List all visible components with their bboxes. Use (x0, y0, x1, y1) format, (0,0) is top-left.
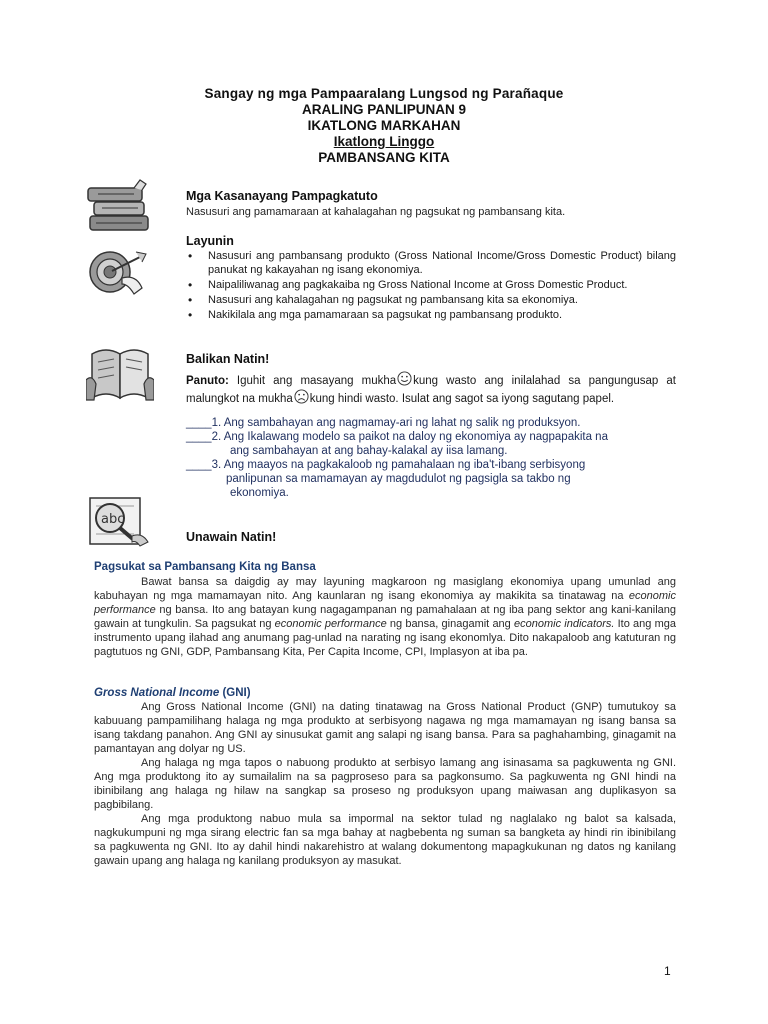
review-item-3-line3: ekonomiya. (230, 487, 289, 499)
magnifier-icon (84, 492, 154, 548)
instructions-label: Panuto: (186, 375, 229, 387)
objectives-title: Layunin (186, 234, 234, 248)
document-header (0, 86, 768, 166)
section2-title-rest: (GNI) (219, 687, 251, 699)
week-title: Ikatlong Linggo (333, 134, 435, 149)
review-title: Balikan Natin! (186, 352, 270, 366)
instructions-text-c: kung hindi wasto. Isulat ang sagot sa iyong sagutang papel. (309, 393, 615, 405)
section1-text-d: Ito ang mga instrumento upang ilahad ang anumang pag-unlad na narating ng isang ekonomlya. Dito nakapaloob ang katuturan ng pagtutuos ng GNI, GDP, Pambansang Kita, Per Capita Income, CPI, Implasyon at iba pa. (94, 618, 676, 658)
list-item: • Naipaliliwanag ang pagkakaiba ng Gross National Income at Gross Domestic Product. (186, 278, 676, 292)
section2-title-em: Gross National Income (94, 687, 220, 699)
competency-title: Mga Kasanayang Pampagkatuto (186, 189, 378, 203)
section1-em-3: economic indicators. (514, 618, 615, 630)
reading-icon (86, 340, 154, 404)
section1-text-c: ng bansa, ginagamit ang (386, 618, 514, 630)
review-item-2 (186, 430, 676, 458)
review-item-3-line2: panlipunan sa mamamayan ay magdudulot ng pagsigla sa takbo ng (226, 473, 571, 485)
page-number: 1 (664, 964, 671, 978)
list-item: • Nakikilala ang mga pamamaraan sa pagsukat ng pambansang produkto. (186, 308, 676, 322)
section2-p3-text: Ang mga produktong nabuo mula sa impormal na sektor tulad ng naglalako ng balot sa kalsada, nagkukumpuni ng mga sirang electric fan sa mga bahay at nagbebenta ng suman sa bangketa ay hindi rin ibinibilang sa pagkuwenta ng GNI. Ito ay dahil hindi nakarehistro at walang dokumentong mapagkukunan ng datos ng kanilang gawain upang ang halaga ng kanilang produksyon ay masukat. (94, 813, 676, 867)
section2-paragraph-1 (94, 700, 676, 756)
review-items (186, 416, 676, 500)
list-item: • Nasusuri ang kahalagahan ng pagsukat ng pambansang kita sa ekonomiya. (186, 293, 676, 307)
books-icon (84, 178, 154, 234)
list-item: • Nasusuri ang pambansang produkto (Gross National Income/Gross Domestic Product) bilang panukat ng kakayahan ng isang ekonomiya. (186, 249, 676, 277)
review-item-2-line1: ____2. Ang Ikalawang modelo sa paikot na daloy ng ekonomiya ay nagpapakita na (186, 431, 608, 443)
sad-face-icon (294, 389, 309, 404)
review-item-3 (186, 458, 676, 500)
topic-title: PAMBANSANG KITA (318, 150, 450, 165)
svg-text:abc: abc (101, 512, 125, 527)
instructions-text-a: Iguhit ang masayang mukha (236, 375, 397, 387)
review-item-3-line1: ____3. Ang maayos na pagkakaloob ng pamahalaan ng iba't-ibang serbisyong (186, 459, 586, 471)
section2-paragraph-3 (94, 812, 676, 868)
smiley-icon (397, 371, 412, 386)
school-name: Sangay ng mga Pampaaralang Lungsod ng Parañaque (204, 86, 564, 101)
target-icon (84, 244, 152, 300)
competency-text: Nasusuri ang pamamaraan at kahalagahan ng pagsukat ng pambansang kita. (186, 206, 566, 218)
section1-paragraph (94, 575, 676, 659)
section1-title: Pagsukat sa Pambansang Kita ng Bansa (94, 561, 316, 573)
objectives-list (186, 249, 676, 323)
understand-title: Unawain Natin! (186, 530, 277, 544)
subject-title: ARALING PANLIPUNAN 9 (301, 102, 466, 117)
section1-em-2: economic performance (274, 618, 387, 630)
section1-em-1: economic performance (94, 590, 676, 616)
review-item-2-line2: ang sambahayan at ang bahay-kalakal ay iisa lamang. (230, 445, 508, 457)
section2-p1-text: Ang Gross National Income (GNI) na dating tinatawag na Gross National Product (GNP) tumutukoy sa kabuuang pampamilihang halaga ng mga produkto at serbisyong nagawa ng mga mamamayan ng isang bansa sa isang takdang panahon. Ang GNI ay sinusukat gamit ang salapi ng isang bansa. Para sa paghahambing, ginagamit na pamantayan ang dolyar ng US. (94, 701, 676, 755)
section2-paragraph-2 (94, 756, 676, 812)
review-item-1: ____1. Ang sambahayan ang nagmamay-ari ng lahat ng salik ng produksyon. (186, 417, 581, 429)
instructions-text-b: kung wasto ang inilalahad sa pangungusap at malungkot na mukha (186, 375, 676, 405)
quarter-title: IKATLONG MARKAHAN (307, 118, 461, 133)
section1-text-b: ng bansa. Ito ang batayan kung nagagampanan ng pamahalaan at ng iba pang sektor ang kani-kanilang gawain at tungkulin. Sa pagsukat ng (94, 604, 676, 630)
section1-text-a: Bawat bansa sa daigdig ay may layuning magkaroon ng masiglang ekonomiya upang umunlad ang kabuhayan ng mga mamamayan nito. Ang kaunlaran ng isang ekonomiya ay makikita sa tinatawag na (94, 576, 676, 602)
instructions (186, 371, 676, 407)
section2-title (94, 687, 251, 699)
section2-p2-text: Ang halaga ng mga tapos o nabuong produkto at serbisyo lamang ang isinasama sa pagkuwenta ng GNI. Ang mga produktong ito ay sumailalim na sa pagproseso para sa pagkonsumo. Sa pagkuwenta ng GNI hindi na ibinibilang ang halaga ng hilaw na sangkap sa proseso ng produksyon upang maiwasan ang duplikasyon sa pagbibilang. (94, 757, 676, 811)
